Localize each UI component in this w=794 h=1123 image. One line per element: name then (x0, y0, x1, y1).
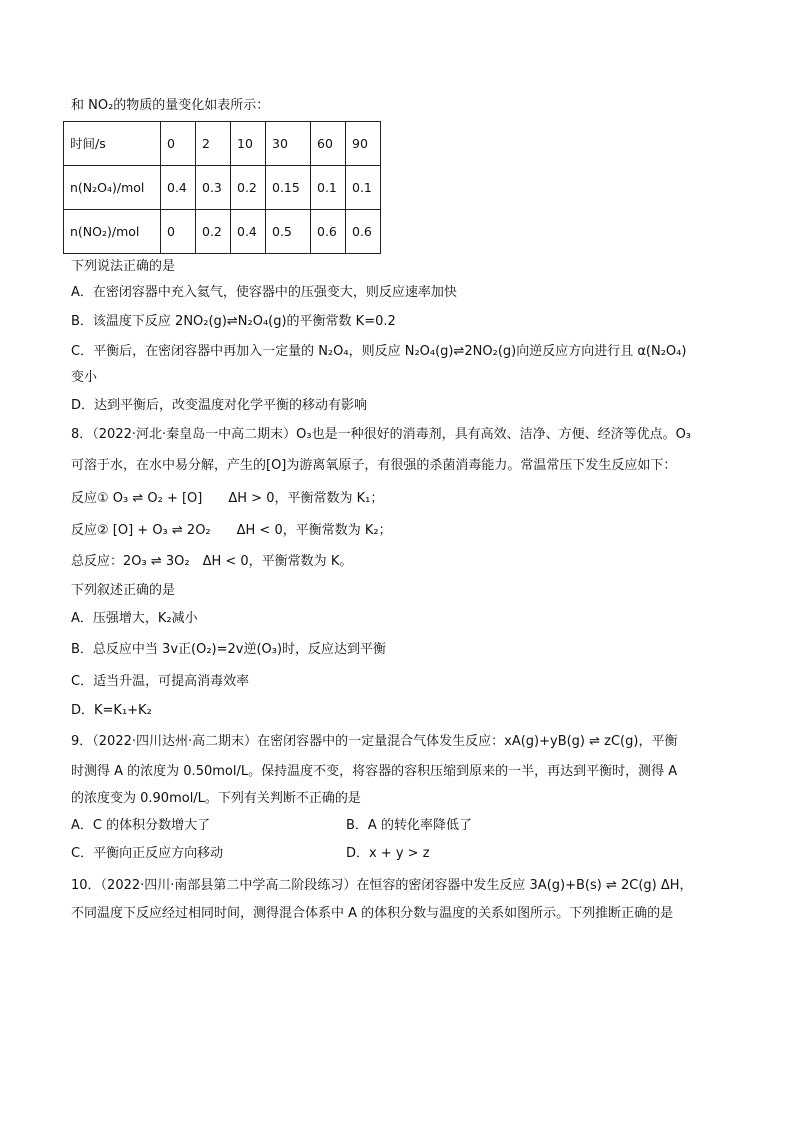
table-cell: n(NO₂)/mol (64, 210, 161, 254)
table-cell: 0.4 (161, 166, 196, 210)
q8-stem-line1: 8．（2022·河北·秦皇岛一中高二期末）O₃也是一种很好的消毒剂，具有高效、洁净、方便、经济等优点。O₃ (71, 427, 692, 442)
q7-option-c-cont: 变小 (71, 370, 98, 385)
q7-option-d: D．达到平衡后，改变温度对化学平衡的移动有影响 (71, 398, 368, 413)
q10-stem-line2: 不同温度下反应经过相同时间，测得混合体系中 A 的体积分数与温度的关系如图所示。下列推断正确的是 (71, 906, 674, 921)
table-cell: 0 (161, 122, 196, 166)
q9-stem-line3: 的浓度变为 0.90mol/L。下列有关判断不正确的是 (71, 791, 361, 806)
q9-option-a: A．C 的体积分数增大了 (71, 818, 211, 833)
table-cell: 0 (161, 210, 196, 254)
table-row (64, 166, 381, 210)
table-cell: n(N₂O₄)/mol (64, 166, 161, 210)
q8-option-a: A．压强增大，K₂减小 (71, 611, 198, 626)
q8-reaction-total: 总反应：2O₃ ⇌ 3O₂ ΔH < 0，平衡常数为 K。 (71, 554, 353, 569)
q8-option-c: C．适当升温，可提高消毒效率 (71, 674, 250, 689)
table-cell: 0.2 (196, 210, 231, 254)
q9-option-c: C．平衡向正反应方向移动 (71, 846, 224, 861)
q9-stem-line1: 9．（2022·四川达州·高二期末）在密闭容器中的一定量混合气体发生反应：xA(g)+yB(g) ⇌ zC(g)，平衡 (71, 734, 678, 749)
table-cell: 60 (311, 122, 346, 166)
q9-stem-line2: 时测得 A 的浓度为 0.50mol/L。保持温度不变，将容器的容积压缩到原来的一半，再达到平衡时，测得 A (71, 764, 678, 779)
table-cell: 0.5 (266, 210, 311, 254)
q8-question: 下列叙述正确的是 (71, 583, 176, 598)
q8-stem-line2: 可溶于水，在水中易分解，产生的[O]为游离氧原子，有很强的杀菌消毒能力。常温常压下发生反应如下： (71, 458, 677, 473)
q8-option-d: D．K=K₁+K₂ (71, 703, 152, 718)
table-cell: 0.1 (311, 166, 346, 210)
q7-option-a: A．在密闭容器中充入氦气，使容器中的压强变大，则反应速率加快 (71, 285, 457, 300)
q8-option-b: B．总反应中当 3v正(O₂)=2v逆(O₃)时，反应达到平衡 (71, 642, 387, 657)
table-cell: 10 (231, 122, 266, 166)
q9-option-d: D．x + y > z (346, 846, 430, 861)
q9-option-b: B．A 的转化率降低了 (346, 818, 472, 833)
q7-option-b: B．该温度下反应 2NO₂(g)⇌N₂O₄(g)的平衡常数 K=0.2 (71, 314, 396, 329)
table-cell: 0.4 (231, 210, 266, 254)
data-table (63, 121, 381, 254)
table-cell: 30 (266, 122, 311, 166)
table-row (64, 210, 381, 254)
q8-reaction-1: 反应① O₃ ⇌ O₂ + [O] ΔH > 0，平衡常数为 K₁； (71, 491, 384, 506)
table-cell: 2 (196, 122, 231, 166)
q7-option-c: C．平衡后，在密闭容器中再加入一定量的 N₂O₄，则反应 N₂O₄(g)⇌2NO₂(g)向逆反应方向进行且 α(N₂O₄) (71, 344, 687, 359)
table-row (64, 122, 381, 166)
q10-stem-line1: 10．（2022·四川·南部县第二中学高二阶段练习）在恒容的密闭容器中发生反应 3A(g)+B(s) ⇌ 2C(g) ΔH， (71, 878, 693, 893)
table-cell: 0.6 (311, 210, 346, 254)
table-cell: 0.2 (231, 166, 266, 210)
q8-reaction-2: 反应② [O] + O₃ ⇌ 2O₂ ΔH < 0，平衡常数为 K₂； (71, 523, 392, 538)
table-cell: 时间/s (64, 122, 161, 166)
table-cell: 0.6 (346, 210, 381, 254)
table-cell: 90 (346, 122, 381, 166)
table-cell: 0.15 (266, 166, 311, 210)
table-cell: 0.1 (346, 166, 381, 210)
q7-stem: 下列说法正确的是 (71, 259, 176, 274)
table-intro: 和 NO₂的物质的量变化如表所示： (71, 98, 270, 113)
table-cell: 0.3 (196, 166, 231, 210)
